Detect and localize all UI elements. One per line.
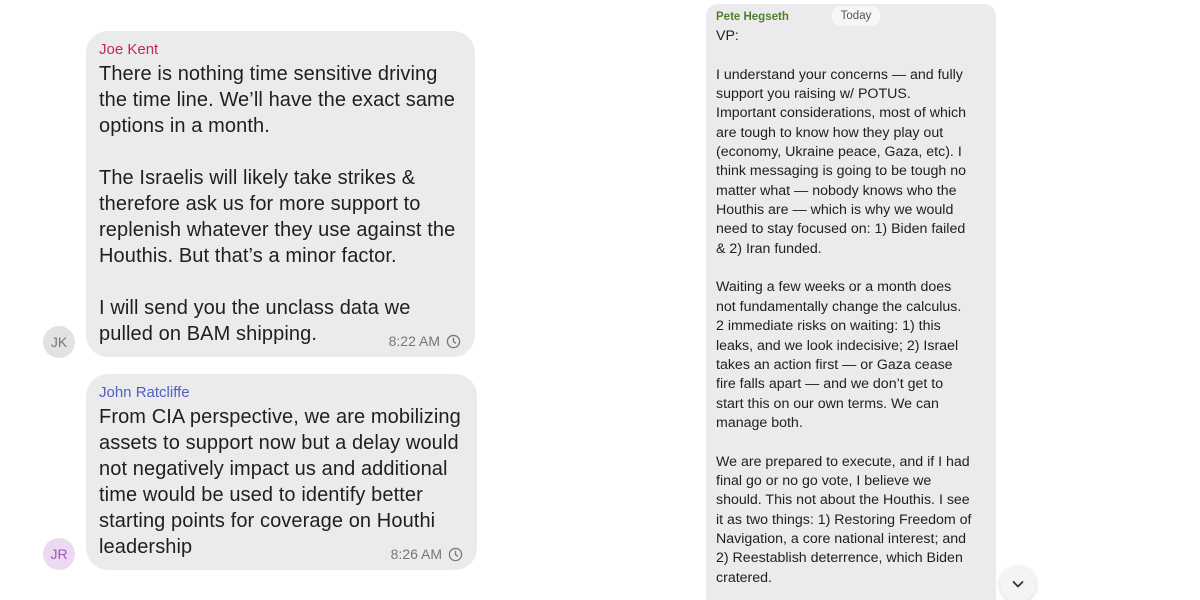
message-bubble-pete-hegseth[interactable] bbox=[706, 4, 996, 600]
avatar-initials: JR bbox=[50, 546, 68, 562]
message-time: 8:22 AM bbox=[388, 333, 440, 349]
message-meta bbox=[391, 546, 463, 562]
avatar-jr[interactable] bbox=[43, 538, 75, 570]
avatar-initials: JK bbox=[50, 334, 68, 350]
sender-name: Pete Hegseth bbox=[716, 11, 789, 23]
message-text: From CIA perspective, we are mobilizing assets to support now but a delay would not negatively impact us and additional time would be used to identify better starting points for coverage on Houthi leadership bbox=[99, 406, 461, 558]
message-meta bbox=[389, 333, 461, 349]
sender-name: John Ratcliffe bbox=[99, 384, 190, 401]
message-time: 8:26 AM bbox=[390, 546, 442, 562]
scroll-to-bottom-button[interactable] bbox=[1000, 566, 1036, 600]
message-bubble-joe-kent[interactable] bbox=[86, 31, 475, 357]
sender-name: Joe Kent bbox=[99, 41, 159, 58]
date-separator-pill: Today bbox=[832, 6, 880, 26]
avatar-jk[interactable] bbox=[43, 326, 75, 358]
message-bubble-john-ratcliffe[interactable] bbox=[86, 374, 477, 570]
message-text: There is nothing time sensitive driving the time line. We’ll have the exact same options in a month. The Israelis will likely take strikes & therefore ask us for more support to replenish whatever they use against the Houthis. But that’s a minor factor. I will send you the unclass data we pulled on BAM shipping. bbox=[99, 63, 456, 345]
clock-icon bbox=[446, 334, 461, 349]
chevron-down-icon bbox=[1010, 576, 1026, 592]
clock-icon bbox=[448, 547, 463, 562]
message-text: VP: I understand your concerns — and fully support you raising w/ POTUS. Important considerations, most of which are tough to know how they play out (economy, Ukraine peace, Gaza, etc). I think messaging is going to be tough no matter what — nobody knows who the Houthis are — which is why we would need to stay focused on: 1) Biden failed & 2) Iran funded. Waiting a few weeks or a month does not fundamentally change the calculus. 2 immediate risks on waiting: 1) this leaks, and we look indecisive; 2) Israel takes an action first — or Gaza cease fire falls apart — and we don’t get to start this on our own terms. We can manage both. We are prepared to execute, and if I had final go or no go vote, I believe we should. This not about the Houthis. I see it as two things: 1) Restoring Freedom of Navigation, a core national interest; and 2) Reestablish deterrence, which Biden cratered. bbox=[716, 28, 972, 586]
